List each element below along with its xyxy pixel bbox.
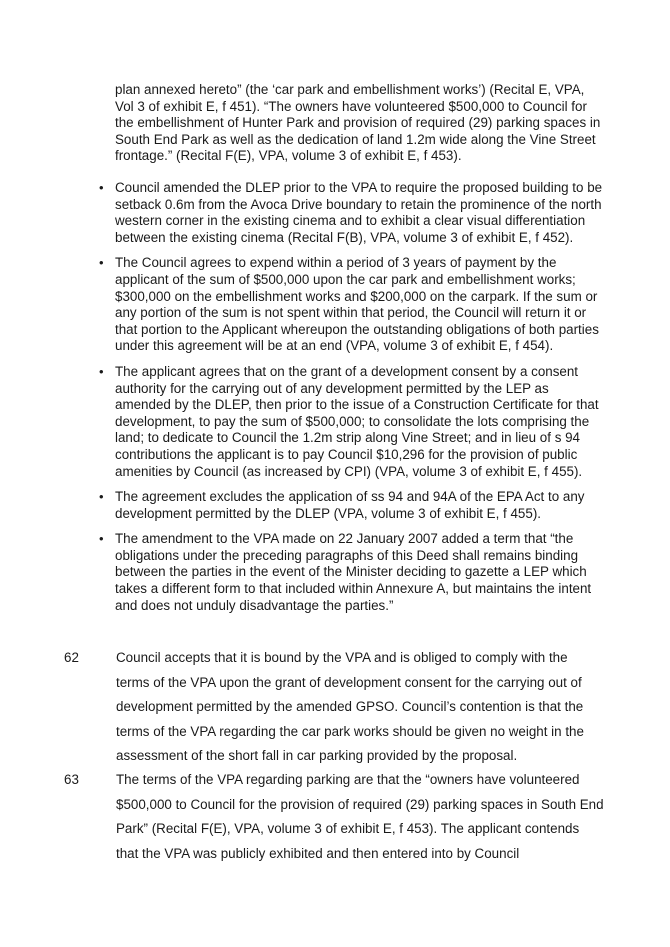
paragraph-text: Council accepts that it is bound by the VPA and is obliged to comply with the terms of the VPA upon the grant of development consent for the carrying out of development permitted by the amended GPSO. Council’s contention is that the terms of the VPA regarding the car park works should be given no weight in the assessment of the short fall in car parking provided by the proposal.	[116, 650, 584, 763]
list-item	[97, 364, 603, 480]
bullet-text: Council amended the DLEP prior to the VPA to require the proposed building to be setback 0.6m from the Avoca Drive boundary to retain the prominence of the north western corner in the existing cinema and to exhibit a clear visual differentiation between the existing cinema (Recital F(B), VPA, volume 3 of exhibit E, f 452).	[115, 180, 603, 245]
bullet-text: The agreement excludes the application of ss 94 and 94A of the EPA Act to any development permitted by the DLEP (VPA, volume 3 of exhibit E, f 455).	[115, 489, 585, 521]
list-item	[97, 180, 603, 246]
numbered-paragraph-63	[64, 768, 604, 866]
bullet-icon: •	[99, 531, 104, 547]
numbered-paragraph-62	[64, 646, 604, 769]
lead-paragraph: plan annexed hereto” (the ‘car park and embellishment works’) (Recital E, VPA, Vol 3 of exhibit E, f 451). “The owners have volunteered $500,000 to Council for the embellishment of Hunter Park and provision of required (29) parking spaces in South End Park as well as the dedication of land 1.2m wide along the Vine Street frontage.” (Recital F(E), VPA, volume 3 of exhibit E, f 453).	[115, 82, 601, 164]
paragraph-text: The terms of the VPA regarding parking are that the “owners have volunteered $500,000 to Council for the provision of required (29) parking spaces in South End Park” (Recital F(E), VPA, volume 3 of exhibit E, f 453). The applicant contends that the VPA was publicly exhibited and then entered into by Council	[116, 772, 604, 861]
paragraph-number: 62	[64, 650, 79, 665]
bullet-icon: •	[99, 255, 104, 271]
bullet-list	[97, 180, 603, 623]
bullet-text: The Council agrees to expend within a period of 3 years of payment by the applicant of the sum of $500,000 upon the car park and embellishment works; $300,000 on the embellishment works and $200,000 on the carpark. If the sum or any portion of the sum is not spent within that period, the Council will return it or that portion to the Applicant whereupon the outstanding obligations of both parties under this agreement will be at an end (VPA, volume 3 of exhibit E, f 454).	[115, 255, 599, 354]
bullet-text: The amendment to the VPA made on 22 January 2007 added a term that “the obligations under the preceding paragraphs of this Deed shall remains binding between the parties in the event of the Minister deciding to gazette a LEP which takes a different form to that included within Annexure A, but maintains the intent and does not unduly disadvantage the parties.”	[115, 531, 592, 613]
bullet-text: The applicant agrees that on the grant of a development consent by a consent authority for the carrying out of any development permitted by the LEP as amended by the DLEP, then prior to the issue of a Construction Certificate for that development, to pay the sum of $500,000; to consolidate the lots comprising the land; to dedicate to Council the 1.2m strip along Vine Street; and in lieu of s 94 contributions the applicant is to pay Council $10,296 for the provision of public amenities by Council (as increased by CPI) (VPA, volume 3 of exhibit E, f 455).	[115, 363, 599, 479]
list-item	[97, 255, 603, 355]
list-item	[97, 531, 603, 614]
paragraph-number: 63	[64, 772, 79, 787]
bullet-icon: •	[99, 363, 104, 379]
bullet-icon: •	[99, 180, 104, 195]
list-item	[97, 489, 603, 522]
bullet-icon: •	[99, 489, 104, 505]
